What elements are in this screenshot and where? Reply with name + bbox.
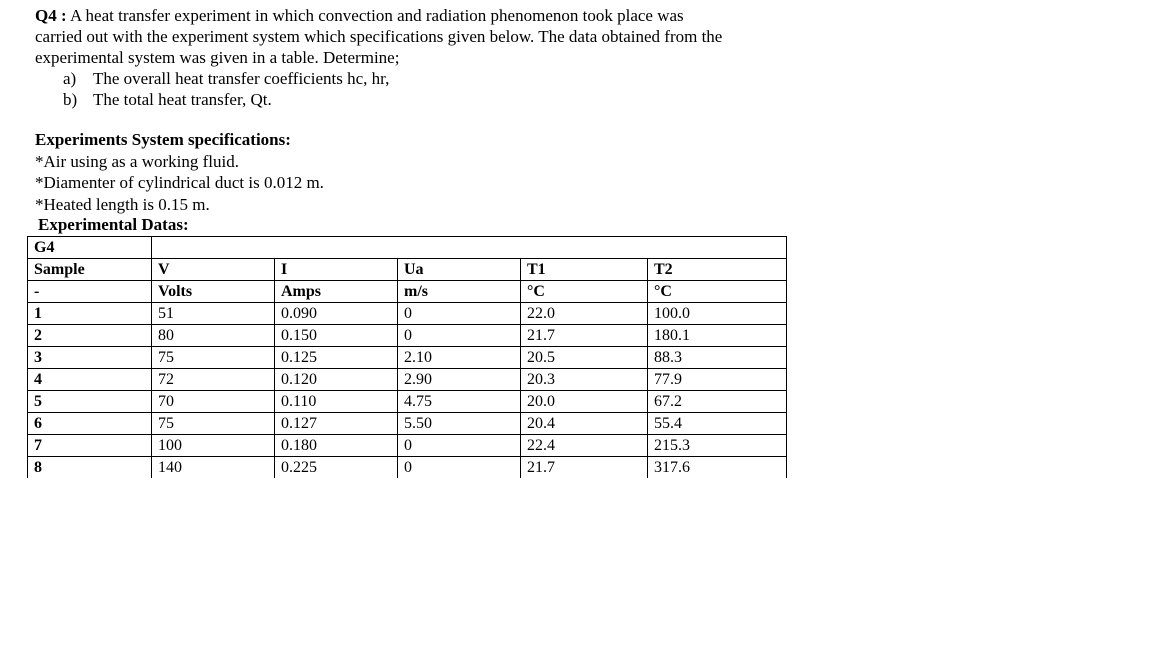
- question-line-2: carried out with the experiment system which specifications given below. The data obtained from the: [35, 27, 723, 46]
- table-cell: 100: [152, 435, 275, 457]
- question-item-b: [35, 89, 795, 110]
- table-cell: 20.3: [521, 369, 648, 391]
- sample-cell: 7: [28, 435, 152, 457]
- item-text: The total heat transfer, Qt.: [93, 90, 272, 109]
- question-item-a: [35, 68, 795, 89]
- table-cell: 20.5: [521, 347, 648, 369]
- table-cell: 2.90: [398, 369, 521, 391]
- question-line-1: A heat transfer experiment in which convection and radiation phenomenon took place was: [66, 6, 684, 25]
- spec-line: *Air using as a working fluid.: [35, 151, 239, 171]
- table-cell: 77.9: [648, 369, 787, 391]
- table-cell: 140: [152, 457, 275, 479]
- table-cell: 51: [152, 303, 275, 325]
- table-cell: 67.2: [648, 391, 787, 413]
- header-cell: I: [275, 259, 398, 281]
- sample-cell: 1: [28, 303, 152, 325]
- group-row: [28, 237, 787, 259]
- table-row: [28, 435, 787, 457]
- unit-cell: °C: [648, 281, 787, 303]
- table-cell: 4.75: [398, 391, 521, 413]
- experimental-title: Experimental Datas:: [38, 215, 189, 234]
- table-row: [28, 347, 787, 369]
- units-row: [28, 281, 787, 303]
- table-cell: 0: [398, 457, 521, 479]
- table-cell: 0: [398, 435, 521, 457]
- table-cell: 21.7: [521, 325, 648, 347]
- table-cell: 72: [152, 369, 275, 391]
- unit-cell: Volts: [152, 281, 275, 303]
- table-cell: 55.4: [648, 413, 787, 435]
- sample-cell: 4: [28, 369, 152, 391]
- group-row-fill: [152, 237, 787, 259]
- table-cell: 317.6: [648, 457, 787, 479]
- table-cell: 20.0: [521, 391, 648, 413]
- table-cell: 215.3: [648, 435, 787, 457]
- table-cell: 0.125: [275, 347, 398, 369]
- table-cell: 21.7: [521, 457, 648, 479]
- question-items: [35, 68, 795, 110]
- table-cell: 75: [152, 413, 275, 435]
- item-text: The overall heat transfer coefficients hc, hr,: [93, 69, 390, 88]
- item-marker: a): [63, 69, 77, 88]
- sample-cell: 6: [28, 413, 152, 435]
- table-cell: 0: [398, 325, 521, 347]
- table-cell: 22.4: [521, 435, 648, 457]
- table-cell: 0.180: [275, 435, 398, 457]
- header-row: [28, 259, 787, 281]
- sample-cell: 5: [28, 391, 152, 413]
- table-row: [28, 303, 787, 325]
- table-cell: 0.127: [275, 413, 398, 435]
- question-line-3: experimental system was given in a table. Determine;: [35, 48, 400, 67]
- unit-cell: °C: [521, 281, 648, 303]
- unit-cell: m/s: [398, 281, 521, 303]
- question-block: [35, 5, 795, 110]
- table-cell: 2.10: [398, 347, 521, 369]
- header-cell: T2: [648, 259, 787, 281]
- table-cell: 0: [398, 303, 521, 325]
- table-cell: 20.4: [521, 413, 648, 435]
- table-row: [28, 391, 787, 413]
- table-cell: 180.1: [648, 325, 787, 347]
- sample-cell: 8: [28, 457, 152, 479]
- table-row: [28, 325, 787, 347]
- sample-cell: 3: [28, 347, 152, 369]
- header-cell: Sample: [28, 259, 152, 281]
- header-cell: T1: [521, 259, 648, 281]
- table-cell: 0.090: [275, 303, 398, 325]
- question-paragraph: [35, 5, 795, 26]
- unit-cell: -: [28, 281, 152, 303]
- table-cell: 75: [152, 347, 275, 369]
- data-table: [27, 236, 787, 478]
- table-cell: 0.120: [275, 369, 398, 391]
- question-label: Q4 :: [35, 6, 67, 25]
- specs-block: [35, 129, 795, 215]
- table-row: [28, 457, 787, 479]
- table-cell: 5.50: [398, 413, 521, 435]
- item-marker: b): [63, 90, 78, 109]
- table-cell: 0.225: [275, 457, 398, 479]
- group-label: G4: [28, 237, 152, 259]
- table-cell: 100.0: [648, 303, 787, 325]
- table-cell: 70: [152, 391, 275, 413]
- table-cell: 0.150: [275, 325, 398, 347]
- spec-line: *Diamenter of cylindrical duct is 0.012 m.: [35, 173, 324, 192]
- table-cell: 0.110: [275, 391, 398, 413]
- header-cell: Ua: [398, 259, 521, 281]
- table-cell: 22.0: [521, 303, 648, 325]
- spec-line: *Heated length is 0.15 m.: [35, 194, 210, 214]
- specs-title: Experiments System specifications:: [35, 130, 291, 149]
- sample-cell: 2: [28, 325, 152, 347]
- table-cell: 80: [152, 325, 275, 347]
- table-row: [28, 413, 787, 435]
- header-cell: V: [152, 259, 275, 281]
- table-row: [28, 369, 787, 391]
- table-cell: 88.3: [648, 347, 787, 369]
- unit-cell: Amps: [275, 281, 398, 303]
